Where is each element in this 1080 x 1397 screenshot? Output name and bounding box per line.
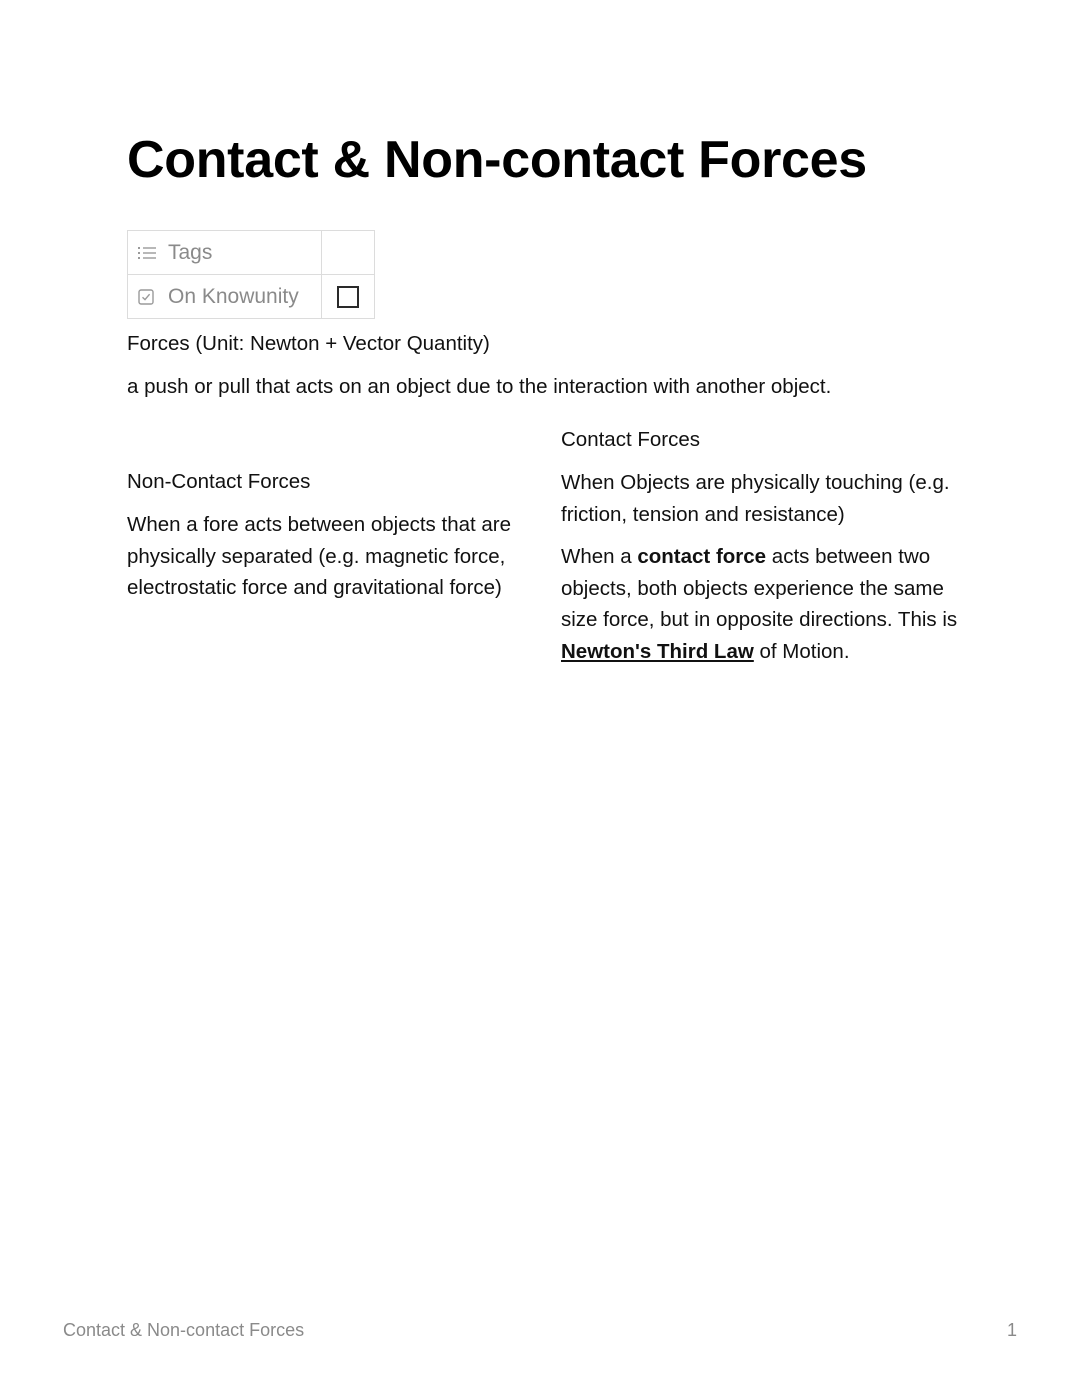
- newtons-third-law-link[interactable]: Newton's Third Law: [561, 639, 754, 663]
- page-title: Contact & Non-contact Forces: [127, 131, 867, 189]
- list-icon: [138, 246, 158, 260]
- property-key-tags[interactable]: [128, 231, 322, 275]
- contact-force-term: contact force: [637, 545, 767, 568]
- contact-heading: Contact Forces: [561, 428, 700, 451]
- page-number: 1: [1006, 1320, 1017, 1340]
- property-row-tags: [128, 231, 375, 275]
- law-text-mid: acts between two objects, both objects experience the same size force, but in opposite directions. This is: [561, 545, 958, 631]
- non-contact-heading: Non-Contact Forces: [127, 470, 311, 493]
- on-knowunity-checkbox[interactable]: [337, 286, 359, 308]
- property-value-tags[interactable]: [322, 231, 375, 275]
- property-label-on-knowunity: On Knowunity: [168, 284, 299, 308]
- property-row-on-knowunity: [128, 275, 375, 319]
- forces-definition: a push or pull that acts on an object due to the interaction with another object.: [127, 375, 832, 398]
- properties-table: [127, 230, 375, 319]
- contact-touching-text: When Objects are physically touching (e.g. friction, tension and resistance): [561, 471, 950, 526]
- law-text-post: of Motion.: [753, 639, 850, 663]
- property-label-tags: Tags: [168, 240, 213, 264]
- forces-subject: Forces (Unit: Newton + Vector Quantity): [127, 332, 490, 355]
- checkbox-icon: [138, 289, 158, 305]
- footer-title: Contact & Non-contact Forces: [63, 1320, 305, 1340]
- non-contact-body: When a fore acts between objects that are physically separated (e.g. magnetic force, electrostatic force and gravitational force): [127, 513, 512, 599]
- contact-law-paragraph: [561, 541, 961, 667]
- law-text-pre: When a: [561, 545, 638, 568]
- property-key-on-knowunity[interactable]: [128, 275, 322, 319]
- property-value-on-knowunity: [322, 275, 375, 319]
